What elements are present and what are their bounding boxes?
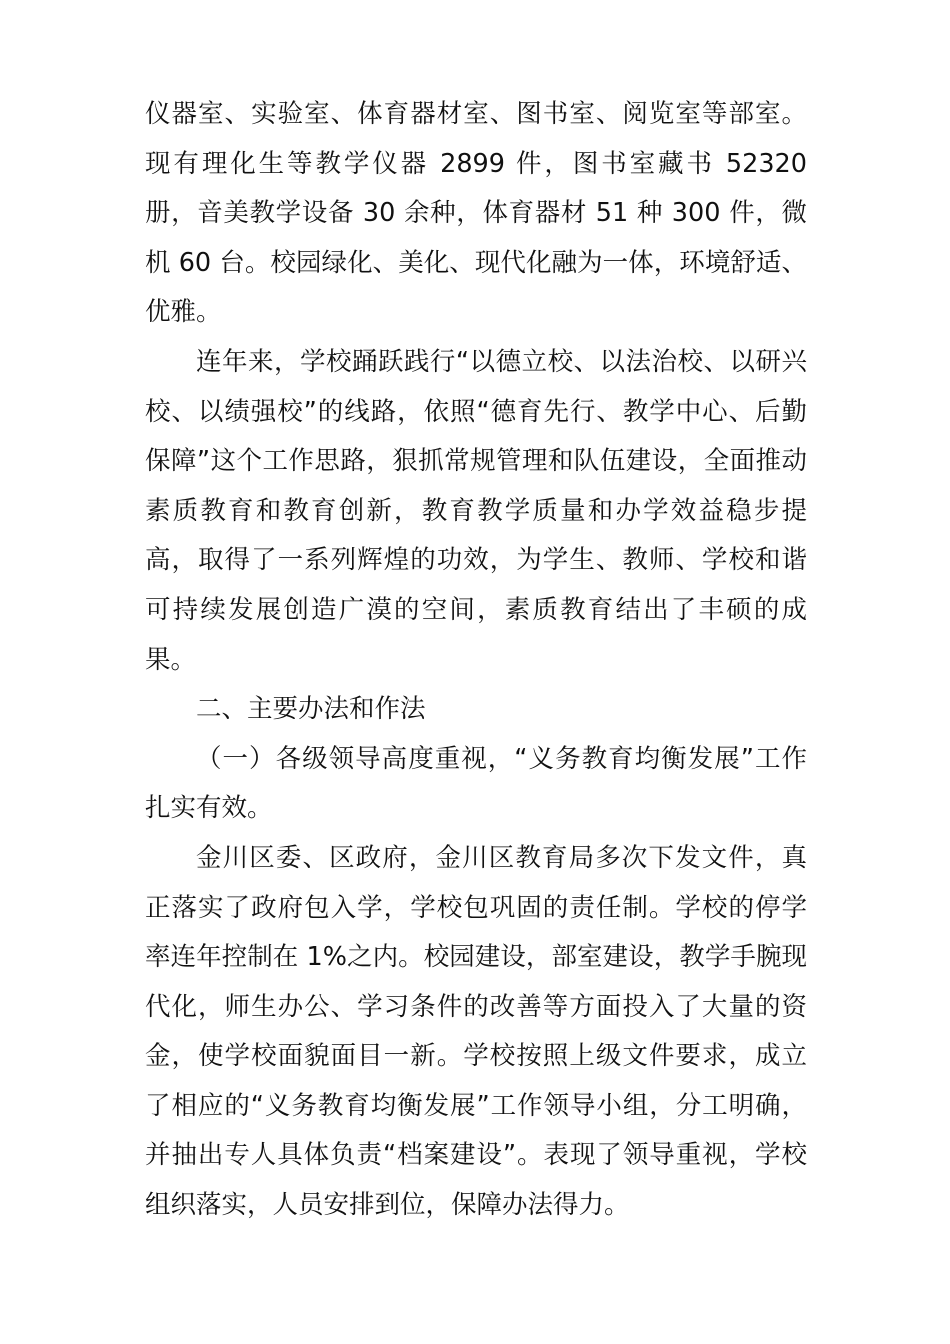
paragraph-government-responsibility: 金川区委、区政府，金川区教育局多次下发文件，真正落实了政府包入学，学校包巩固的责任制。学校的停学率连年控制在 1%之内。校园建设，部室建设，教学手腕现代化，师生办公、学习条件的改善等方面投入了大量的资金，使学校面貌面目一新。学校按照上级文件要求，成立了相应的“义务教育均衡发展”工作领导小组，分工明确，并抽出专人具体负责“档案建设”。表现了领导重视，学校组织落实，人员安排到位，保障办法得力。 (145, 842, 807, 1221)
section-heading-main-measures: 二、主要办法和作法 (196, 694, 426, 725)
subsection-heading-leadership: （一）各级领导高度重视，“义务教育均衡发展”工作扎实有效。 (145, 743, 807, 824)
document-body (145, 90, 807, 1231)
paragraph-school-achievements: 连年来，学校踊跃践行“以德立校、以法治校、以研兴校、以绩强校”的线路，依照“德育先行、教学中心、后勤保障”这个工作思路，狠抓常规管理和队伍建设，全面推动素质教育和教育创新，教育教学质量和办学效益稳步提高，取得了一系列辉煌的功效，为学生、教师、学校和谐可持续发展创造广漠的空间，素质教育结出了丰硕的成果。 (145, 346, 807, 675)
paragraph-facilities: 仪器室、实验室、体育器材室、图书室、阅览室等部室。现有理化生等教学仪器 2899 件，图书室藏书 52320 册，音美教学设备 30 余种，体育器材 51 种 300 件，微机 60 台。校园绿化、美化、现代化融为一体，环境舒适、优雅。 (145, 99, 807, 328)
